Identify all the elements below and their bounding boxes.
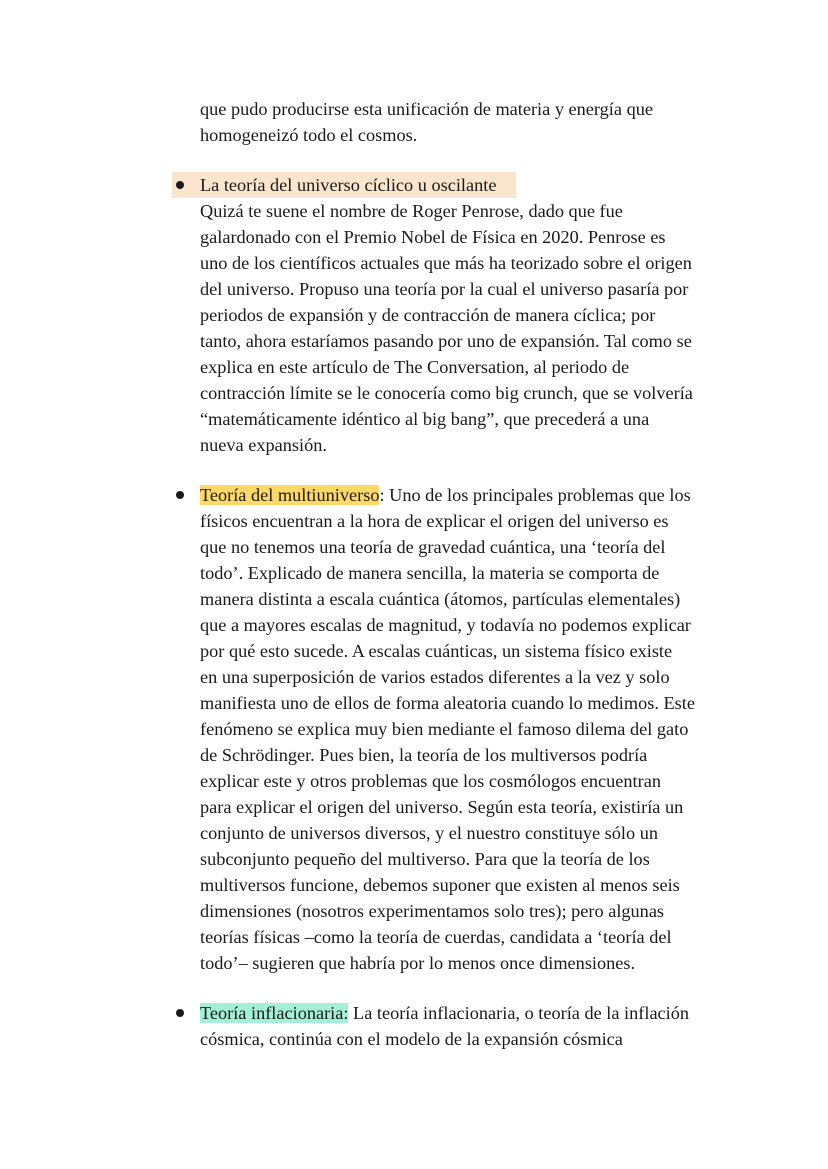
list-item-inflationary: [200, 1000, 740, 1052]
item-body-line: galardonado con el Premio Nobel de Física en 2020. Penrose es: [200, 227, 666, 247]
item-body-line: uno de los científicos actuales que más ha teorizado sobre el origen: [200, 253, 692, 273]
item-body-line: Quizá te suene el nombre de Roger Penrose, dado que fue: [200, 201, 623, 221]
item-body-line: conjunto de universos diversos, y el nuestro constituye sólo un: [200, 823, 658, 843]
item-body-line: todo’– sugieren que habría por lo menos once dimensiones.: [200, 953, 636, 973]
item-body-line: teorías físicas –como la teoría de cuerdas, candidata a ‘teoría del: [200, 927, 672, 947]
item-body-line: contracción límite se le conocería como big crunch, que se volvería: [200, 383, 693, 403]
item-first-line: [200, 1000, 740, 1026]
intro-paragraph: [200, 96, 740, 148]
list-item-multiverse: [200, 482, 740, 976]
item-body-line: explicar este y otros problemas que los cosmólogos encuentran: [200, 771, 661, 791]
item-title: Teoría del multiuniverso: [200, 485, 380, 505]
item-body-line: que no tenemos una teoría de gravedad cuántica, una ‘teoría del: [200, 537, 666, 557]
item-body-line: fenómeno se explica muy bien mediante el famoso dilema del gato: [200, 719, 689, 739]
item-body-line: en una superposición de varios estados diferentes a la vez y solo: [200, 667, 670, 687]
item-body-line: que a mayores escalas de magnitud, y todavía no podemos explicar: [200, 615, 691, 635]
document-content: [200, 96, 740, 1052]
bullet-icon: [173, 482, 187, 508]
item-body-line: manifiesta uno de ellos de forma aleatoria cuando lo medimos. Este: [200, 693, 695, 713]
item-first-line: [200, 482, 740, 508]
item-first-line-rest: : Uno de los principales problemas que los: [379, 485, 691, 505]
item-body-line: multiversos funcione, debemos suponer que existen al menos seis: [200, 875, 680, 895]
intro-line: homogeneizó todo el cosmos.: [200, 125, 418, 145]
item-body-line: cósmica, continúa con el modelo de la expansión cósmica: [200, 1029, 623, 1049]
item-body-line: manera distinta a escala cuántica (átomos, partículas elementales): [200, 589, 681, 609]
item-body-line: todo’. Explicado de manera sencilla, la materia se comporta de: [200, 563, 660, 583]
list-item-cyclic-universe: [200, 172, 740, 458]
item-body-line: dimensiones (nosotros experimentamos solo tres); pero algunas: [200, 901, 665, 921]
item-body-line: “matemáticamente idéntico al big bang”, que precederá a una: [200, 409, 650, 429]
item-title: La teoría del universo cíclico u oscilante: [200, 175, 497, 195]
bullet-icon: [173, 172, 187, 198]
item-body-line: por qué esto sucede. A escalas cuánticas, un sistema físico existe: [200, 641, 673, 661]
item-body-line: del universo. Propuso una teoría por la cual el universo pasaría por: [200, 279, 689, 299]
item-body-line: tanto, ahora estaríamos pasando por uno de expansión. Tal como se: [200, 331, 692, 351]
item-title: Teoría inflacionaria:: [200, 1003, 349, 1023]
item-body-line: nueva expansión.: [200, 435, 327, 455]
item-body-line: físicos encuentran a la hora de explicar el origen del universo es: [200, 511, 669, 531]
item-body-line: explica en este artículo de The Conversation, al periodo de: [200, 357, 630, 377]
bullet-icon: [173, 1000, 187, 1026]
item-body-line: para explicar el origen del universo. Según esta teoría, existiría un: [200, 797, 684, 817]
item-body-line: periodos de expansión y de contracción de manera cíclica; por: [200, 305, 656, 325]
item-body-line: subconjunto pequeño del multiverso. Para que la teoría de los: [200, 849, 650, 869]
intro-line: que pudo producirse esta unificación de materia y energía que: [200, 99, 653, 119]
item-first-line-rest: La teoría inflacionaria, o teoría de la inflación: [348, 1003, 690, 1023]
item-body-line: de Schrödinger. Pues bien, la teoría de los multiversos podría: [200, 745, 648, 765]
